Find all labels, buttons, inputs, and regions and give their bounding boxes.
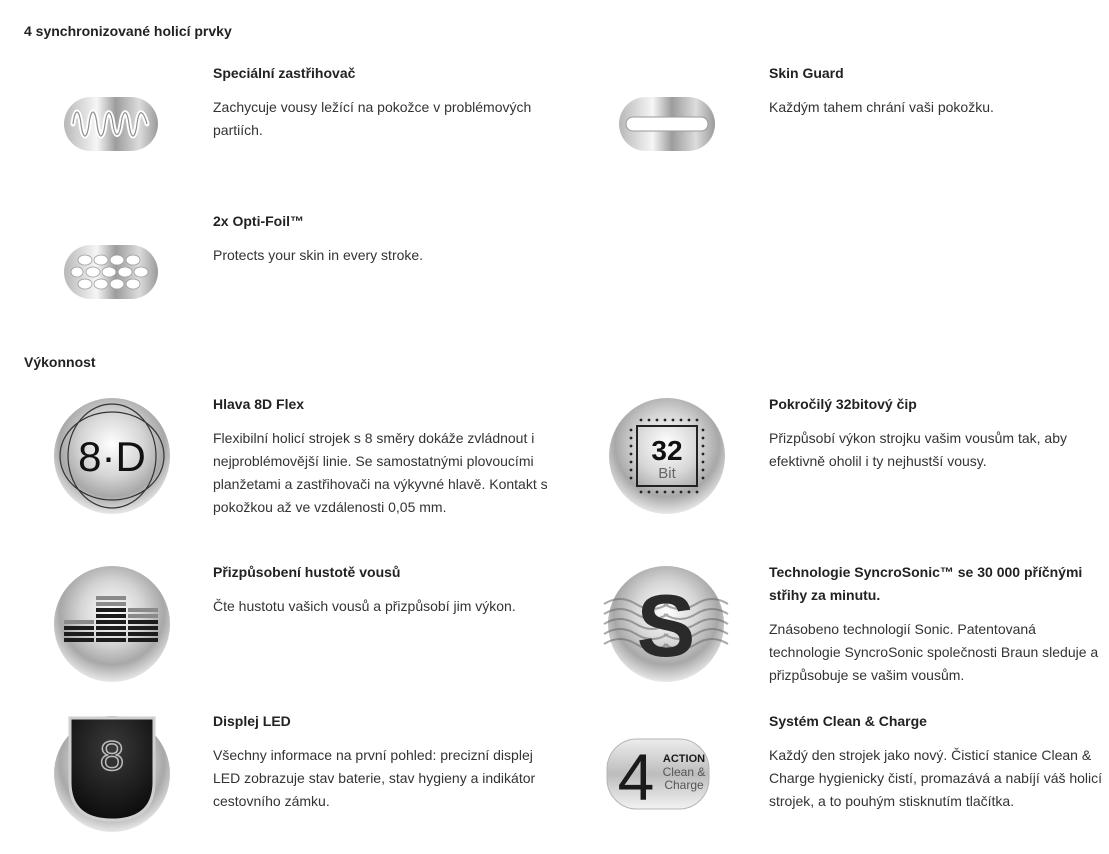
- feature-title: Pokročilý 32bitový čip: [769, 396, 917, 412]
- feature-description: Flexibilní holicí strojek s 8 směry dokáže zvládnout i nejproblémovější linie. Se samostatnými plovoucími planžetami a zastřihovači na výkyvné hlavě. Kontakt s pokožkou až ve vzdálenosti 0,05 mm.: [213, 430, 548, 515]
- feature-chip: [769, 393, 1109, 473]
- feature-led: [213, 710, 553, 813]
- opti-foil-icon: [63, 244, 159, 300]
- feature-title: 2x Opti-Foil™: [213, 213, 304, 229]
- syncrosonic-icon: [598, 564, 734, 684]
- feature-8d-flex: [213, 393, 553, 519]
- action-line-3: Charge: [664, 778, 704, 792]
- feature-skin-guard: [769, 62, 1109, 119]
- chip-number: 32: [651, 435, 683, 466]
- feature-description: Každý den strojek jako nový. Čisticí stanice Clean & Charge hygienicky čistí, promazává a nabíjí váš holicí strojek, a to pouhým stisknutím tlačítka.: [769, 747, 1103, 809]
- led-digit: 8: [98, 734, 126, 784]
- feature-description: Znásobeno technologií Sonic. Patentovaná technologie SyncroSonic společnosti Braun sleduje a přizpůsobuje se vašim vousům.: [769, 621, 1099, 683]
- feature-title: Skin Guard: [769, 65, 844, 81]
- feature-opti-foil: [213, 210, 553, 267]
- feature-title: Hlava 8D Flex: [213, 396, 305, 412]
- action-line-1: ACTION: [662, 753, 706, 765]
- feature-title: Displej LED: [213, 713, 291, 729]
- action-number: 4: [617, 740, 655, 810]
- feature-description: Všechny informace na první pohled: precizní displej LED zobrazuje stav baterie, stav hygieny a indikátor cestovního zámku.: [213, 747, 536, 809]
- feature-description: Zachycuje vousy ležící na pokožce v problémových partiích.: [213, 99, 532, 138]
- skin-guard-icon: [618, 96, 716, 152]
- led-display-icon: [52, 712, 172, 834]
- feature-syncrosonic: [769, 561, 1109, 687]
- action-line-2: Clean &: [662, 765, 706, 779]
- feature-description: Přizpůsobí výkon strojku vašim vousům tak, aby efektivně oholil i ty nejhustší vousy.: [769, 430, 1068, 469]
- section-title-performance: Výkonnost: [24, 354, 96, 370]
- feature-title: Speciální zastřihovač: [213, 65, 356, 81]
- density-icon: [52, 564, 172, 684]
- feature-description: Každým tahem chrání vaši pokožku.: [769, 99, 994, 115]
- feature-description: Protects your skin in every stroke.: [213, 247, 424, 263]
- section-title-shaving: 4 synchronizované holicí prvky: [24, 23, 232, 39]
- chip-unit: Bit: [658, 465, 676, 482]
- feature-title: Systém Clean & Charge: [769, 713, 927, 729]
- clean-charge-icon: [606, 738, 710, 810]
- feature-title: Přizpůsobení hustotě vousů: [213, 564, 401, 580]
- sonic-letter: S: [636, 576, 696, 675]
- feature-title: Technologie SyncroSonic™ se 30 000 příčnými střihy za minutu.: [769, 564, 1083, 603]
- feature-description: Čte hustotu vašich vousů a přizpůsobí jim výkon.: [213, 598, 516, 614]
- feature-clean-charge: [769, 710, 1109, 813]
- feature-density: [213, 561, 553, 618]
- feature-trimmer: [213, 62, 553, 142]
- trimmer-icon: [63, 96, 159, 152]
- chip-icon: [607, 396, 727, 516]
- 8d-flex-icon: [52, 396, 172, 516]
- 8d-label: 8·D: [78, 433, 146, 480]
